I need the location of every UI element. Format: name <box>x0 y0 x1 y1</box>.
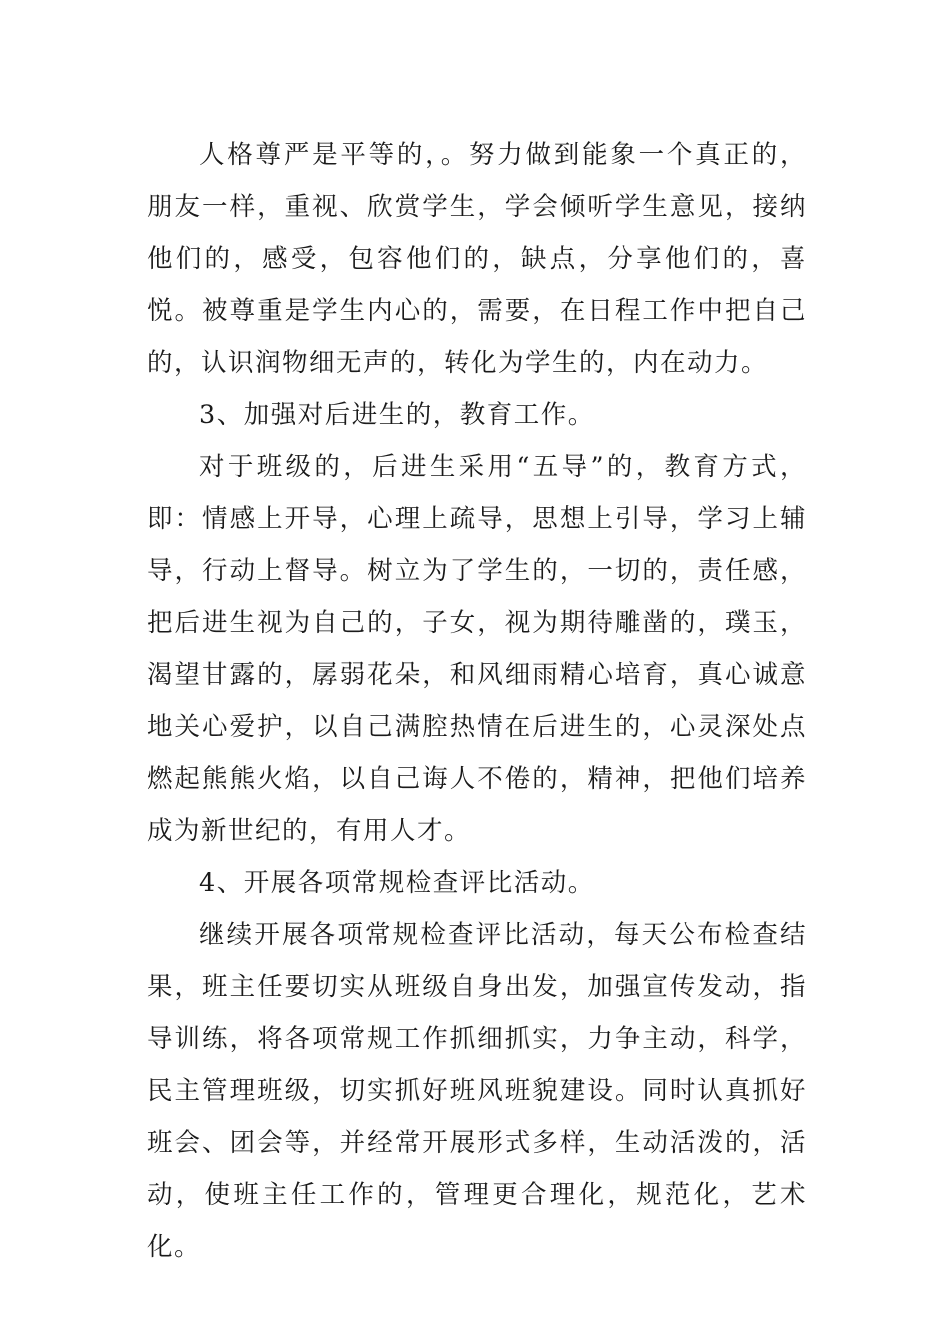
paragraph-inspections: 继续开展各项常规检查评比活动，每天公布检查结果，班主任要切实从班级自身出发，加强宣传发动，指导训练，将各项常规工作抓细抓实，力争主动，科学，民主管理班级，切实抓好班风班貌建设。同时认真抓好班会、团会等，并经常开展形式多样，生动活泼的，活动，使班主任工作的，管理更合理化，规范化，艺术化。 <box>147 920 807 1262</box>
paragraph-underachievers: 对于班级的，后进生采用“五导”的，教育方式，即：情感上开导，心理上疏导，思想上引导，学习上辅导，行动上督导。树立为了学生的，一切的，责任感，把后进生视为自己的，子女，视为期待雕凿的，璞玉，渴望甘露的，孱弱花朵，和风细雨精心培育，真心诚意地关心爱护，以自己满腔热情在后进生的，心灵深处点燃起熊熊火焰，以自己诲人不倦的，精神，把他们培养成为新世纪的，有用人才。 <box>147 452 807 846</box>
heading-item-3: 3、加强对后进生的，教育工作。 <box>199 400 595 430</box>
document-body <box>147 129 807 1273</box>
paragraph-respect: 人格尊严是平等的，。努力做到能象一个真正的，朋友一样，重视、欣赏学生，学会倾听学生意见，接纳他们的，感受，包容他们的，缺点，分享他们的，喜悦。被尊重是学生内心的，需要，在日程工作中把自己的，认识润物细无声的，转化为学生的，内在动力。 <box>147 140 807 378</box>
heading-item-4: 4、开展各项常规检查评比活动。 <box>199 868 595 898</box>
